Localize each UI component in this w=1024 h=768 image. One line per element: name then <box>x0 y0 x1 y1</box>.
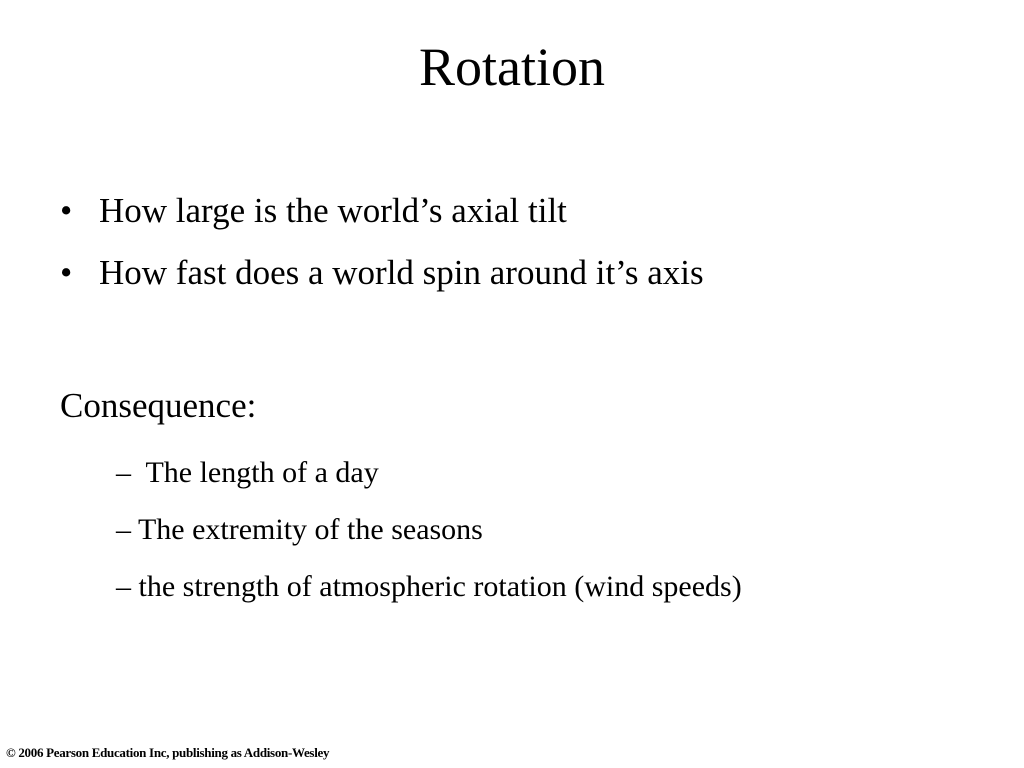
consequence-item: – the strength of atmospheric rotation (wind speeds) <box>116 570 742 603</box>
bullet-text: How large is the world’s axial tilt <box>99 191 567 230</box>
consequence-item: – The length of a day <box>116 456 379 489</box>
consequence-list <box>116 444 742 615</box>
bullet-item <box>60 242 704 304</box>
consequence-heading: Consequence: <box>60 386 257 425</box>
bullet-item <box>60 180 704 242</box>
bullet-text: How fast does a world spin around it’s axis <box>99 253 704 292</box>
bullet-icon: • <box>60 191 73 230</box>
bullet-list <box>60 180 704 304</box>
bullet-icon: • <box>60 253 73 292</box>
slide-title: Rotation <box>419 37 605 97</box>
consequence-item: – The extremity of the seasons <box>116 513 483 546</box>
copyright-footer: © 2006 Pearson Education Inc, publishing as Addison-Wesley <box>6 745 330 760</box>
